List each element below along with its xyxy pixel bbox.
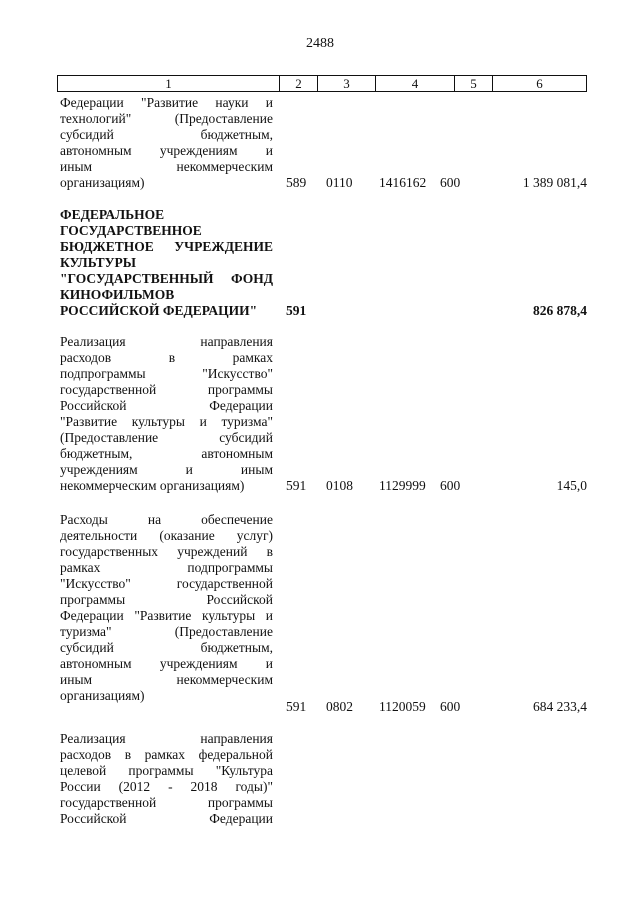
description-line: туризма" (Предоставление bbox=[60, 624, 273, 639]
description-line: КУЛЬТУРЫ bbox=[60, 255, 137, 270]
page-number: 2488 bbox=[306, 36, 334, 51]
description-line: ГОСУДАРСТВЕННОЕ bbox=[60, 223, 202, 238]
description-line: Расходы на обеспечение bbox=[60, 512, 273, 527]
row-description bbox=[60, 207, 273, 319]
target-article-code: 1416162 bbox=[379, 175, 427, 190]
description-line: иным некоммерческим bbox=[60, 672, 273, 687]
description-line: Федерации "Развитие культуры и bbox=[60, 608, 273, 623]
description-line: подпрограммы "Искусство" bbox=[60, 366, 273, 381]
description-line: программы Российской bbox=[60, 592, 273, 607]
header-col-2: 2 bbox=[280, 76, 318, 91]
description-line: Реализация направления bbox=[60, 334, 273, 349]
target-article-code: 1129999 bbox=[379, 478, 426, 493]
description-line: технологий" (Предоставление bbox=[60, 111, 273, 126]
description-line: ФЕДЕРАЛЬНОЕ bbox=[60, 207, 165, 222]
table-row bbox=[60, 207, 587, 319]
description-line: организациям) bbox=[60, 175, 145, 190]
description-line: государственных учреждений в bbox=[60, 544, 273, 559]
header-col-1: 1 bbox=[58, 76, 280, 91]
description-line: субсидий бюджетным, bbox=[60, 640, 273, 655]
description-line: (Предоставление субсидий bbox=[60, 430, 273, 445]
amount: 826 878,4 bbox=[533, 303, 587, 318]
description-line: России (2012 - 2018 годы)" bbox=[60, 779, 273, 794]
table-row bbox=[60, 731, 587, 827]
description-line: государственной программы bbox=[60, 795, 273, 810]
row-description bbox=[60, 334, 273, 494]
section-code: 0802 bbox=[326, 699, 353, 714]
description-line: целевой программы "Культура bbox=[60, 763, 273, 778]
table-header bbox=[57, 75, 587, 92]
header-col-5: 5 bbox=[455, 76, 493, 91]
target-article-code: 1120059 bbox=[379, 699, 426, 714]
table-row bbox=[60, 512, 587, 715]
description-line: Российской Федерации bbox=[60, 811, 273, 826]
description-line: БЮДЖЕТНОЕ УЧРЕЖДЕНИЕ bbox=[60, 239, 273, 254]
expense-type-code: 600 bbox=[440, 175, 461, 190]
description-line: "Искусство" государственной bbox=[60, 576, 273, 591]
description-line: Реализация направления bbox=[60, 731, 273, 746]
row-description bbox=[60, 95, 273, 191]
table-row bbox=[60, 334, 587, 494]
description-line: рамках подпрограммы bbox=[60, 560, 273, 575]
description-line: КИНОФИЛЬМОВ bbox=[60, 287, 175, 302]
description-line: Федерации "Развитие науки и bbox=[60, 95, 273, 110]
description-line: субсидий бюджетным, bbox=[60, 127, 273, 142]
description-line: "ГОСУДАРСТВЕННЫЙ ФОНД bbox=[60, 271, 273, 286]
budget-code: 591 bbox=[286, 699, 307, 714]
amount: 145,0 bbox=[556, 478, 587, 493]
budget-code: 591 bbox=[286, 478, 307, 493]
description-line: "Развитие культуры и туризма" bbox=[60, 414, 273, 429]
section-code: 0110 bbox=[326, 175, 353, 190]
header-col-3: 3 bbox=[318, 76, 376, 91]
description-line: государственной программы bbox=[60, 382, 273, 397]
description-line: автономным учреждениям и bbox=[60, 143, 273, 158]
row-description bbox=[60, 731, 273, 827]
description-line: расходов в рамках федеральной bbox=[60, 747, 273, 762]
description-line: деятельности (оказание услуг) bbox=[60, 528, 273, 543]
description-line: некоммерческим организациям) bbox=[60, 478, 245, 493]
header-col-6: 6 bbox=[536, 76, 543, 91]
section-code: 0108 bbox=[326, 478, 353, 493]
description-line: расходов в рамках bbox=[60, 350, 273, 365]
expense-type-code: 600 bbox=[440, 478, 461, 493]
budget-code: 589 bbox=[286, 175, 307, 190]
amount: 684 233,4 bbox=[533, 699, 587, 714]
description-line: Российской Федерации bbox=[60, 398, 273, 413]
header-col-4: 4 bbox=[376, 76, 455, 91]
description-line: РОССИЙСКОЙ ФЕДЕРАЦИИ" bbox=[60, 303, 258, 318]
description-line: иным некоммерческим bbox=[60, 159, 273, 174]
row-description bbox=[60, 512, 273, 704]
budget-code: 591 bbox=[286, 303, 307, 318]
expense-type-code: 600 bbox=[440, 699, 461, 714]
description-line: учреждениям и иным bbox=[60, 462, 273, 477]
description-line: автономным учреждениям и bbox=[60, 656, 273, 671]
table-row bbox=[60, 95, 587, 191]
description-line: бюджетным, автономным bbox=[60, 446, 273, 461]
description-line: организациям) bbox=[60, 688, 145, 703]
amount: 1 389 081,4 bbox=[522, 175, 587, 190]
